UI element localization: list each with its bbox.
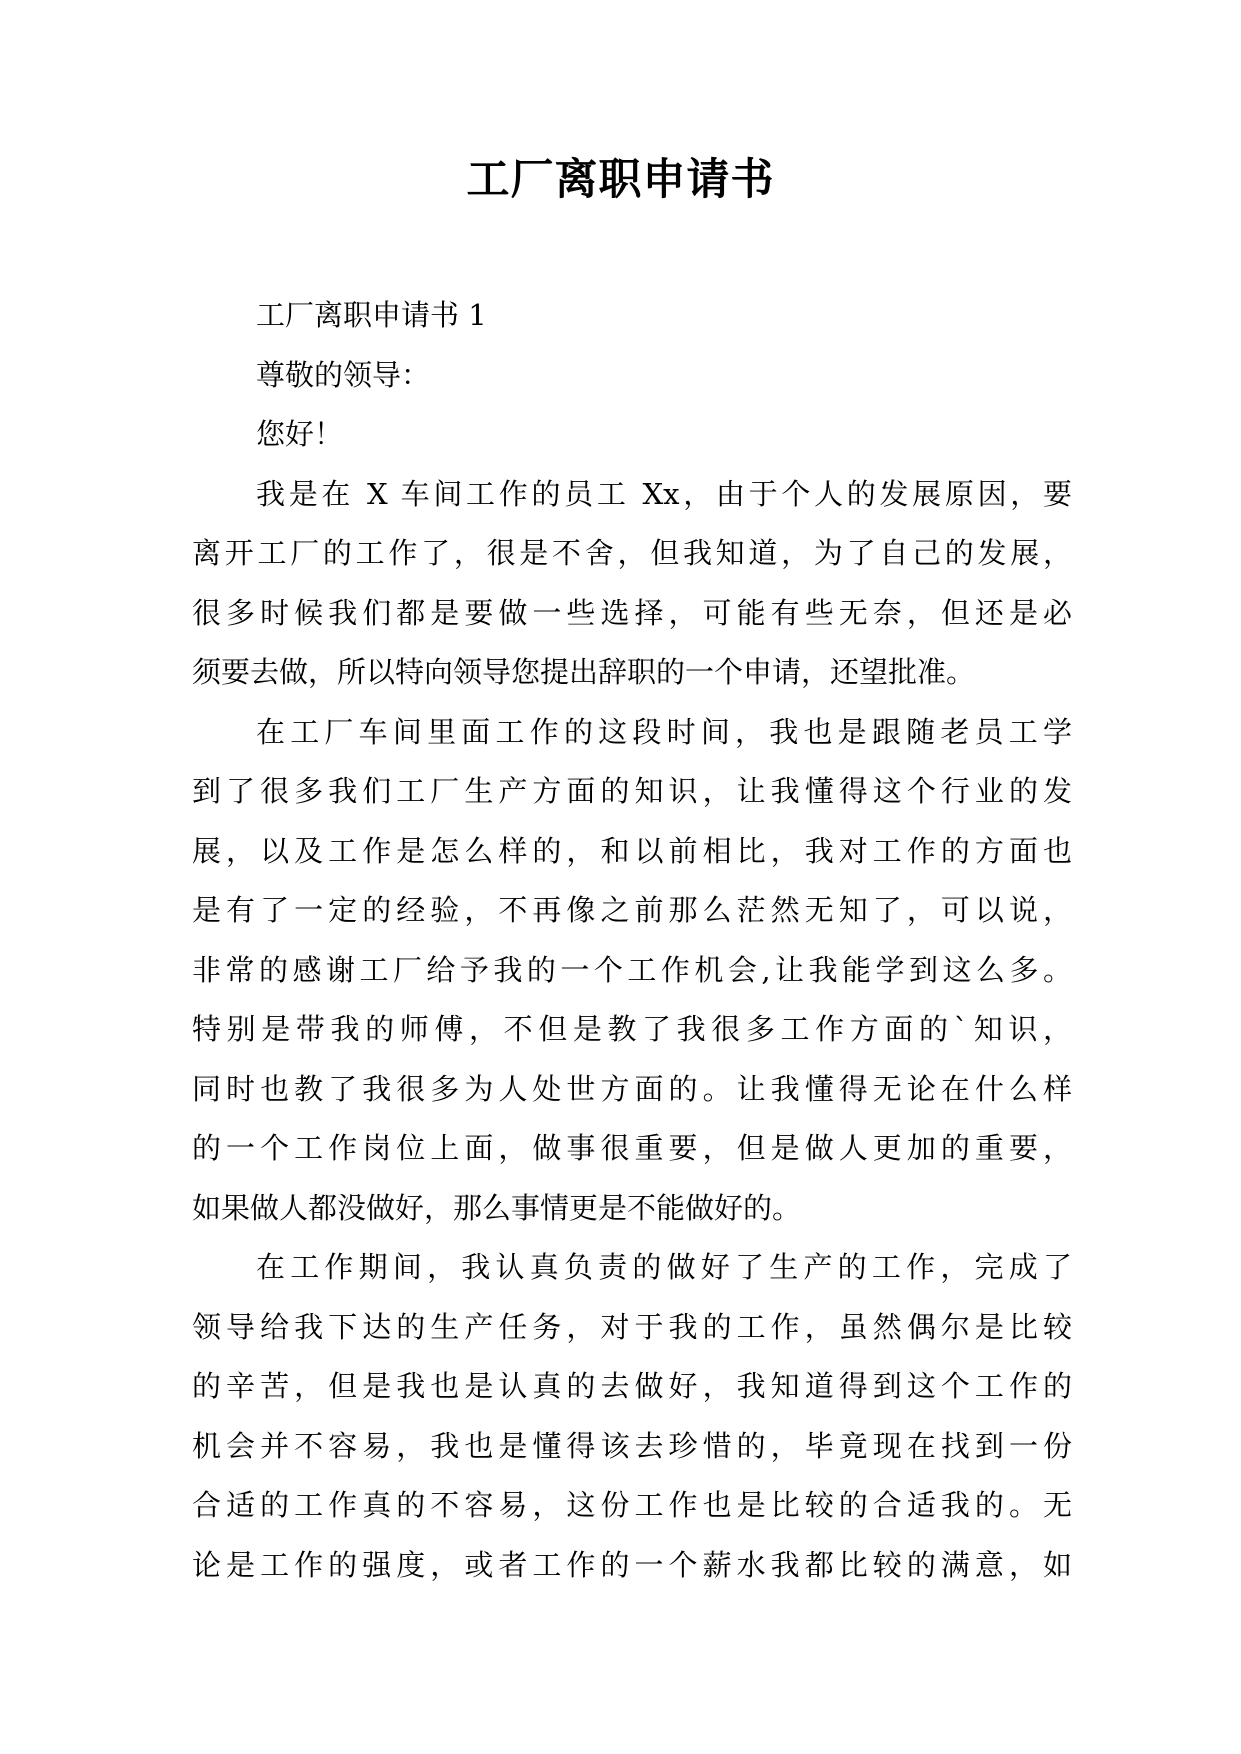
body-line: 非常的感谢工厂给予我的一个工作机会,让我能学到这么多。 [192,952,1072,987]
body-line: 特别是带我的师傅，不但是教了我很多工作方面的`知识， [192,1012,1072,1046]
body-line: 须要去做，所以特向领导您提出辞职的一个申请，还望批准。 [192,655,976,689]
document-body [192,286,1072,1595]
body-line: 很多时候我们都是要做一些选择，可能有些无奈，但还是必 [192,595,1072,630]
body-line: 到了很多我们工厂生产方面的知识，让我懂得这个行业的发 [192,774,1072,808]
document-title: 工厂离职申请书 [466,155,775,205]
body-line: 合适的工作真的不容易，这份工作也是比较的合适我的。无 [192,1488,1072,1522]
body-line: 领导给我下达的生产任务，对于我的工作，虽然偶尔是比较 [192,1309,1072,1344]
body-line: 离开工厂的工作了，很是不舍，但我知道，为了自己的发展， [192,536,1072,570]
body-line: 论是工作的强度，或者工作的一个薪水我都比较的满意，如 [192,1547,1072,1582]
body-line: 是有了一定的经验，不再像之前那么茫然无知了，可以说， [192,893,1072,927]
body-line: 的一个工作岗位上面，做事很重要，但是做人更加的重要， [192,1131,1072,1165]
body-line: 展，以及工作是怎么样的，和以前相比，我对工作的方面也 [192,833,1072,868]
body-line: 机会并不容易，我也是懂得该去珍惜的，毕竟现在找到一份 [192,1428,1072,1463]
body-line: 工厂离职申请书 1 [256,298,487,332]
body-line: 的辛苦，但是我也是认真的去做好，我知道得到这个工作的 [192,1369,1072,1403]
body-line: 在工厂车间里面工作的这段时间，我也是跟随老员工学 [256,714,1072,749]
body-line: 您好！ [256,417,344,451]
body-line: 尊敬的领导： [256,357,431,392]
body-line: 同时也教了我很多为人处世方面的。让我懂得无论在什么样 [192,1071,1072,1106]
body-line: 如果做人都没做好，那么事情更是不能做好的。 [192,1190,802,1225]
body-line: 我是在 X 车间工作的员工 Xx，由于个人的发展原因，要 [256,476,1072,511]
body-line: 在工作期间，我认真负责的做好了生产的工作，完成了 [256,1250,1072,1284]
